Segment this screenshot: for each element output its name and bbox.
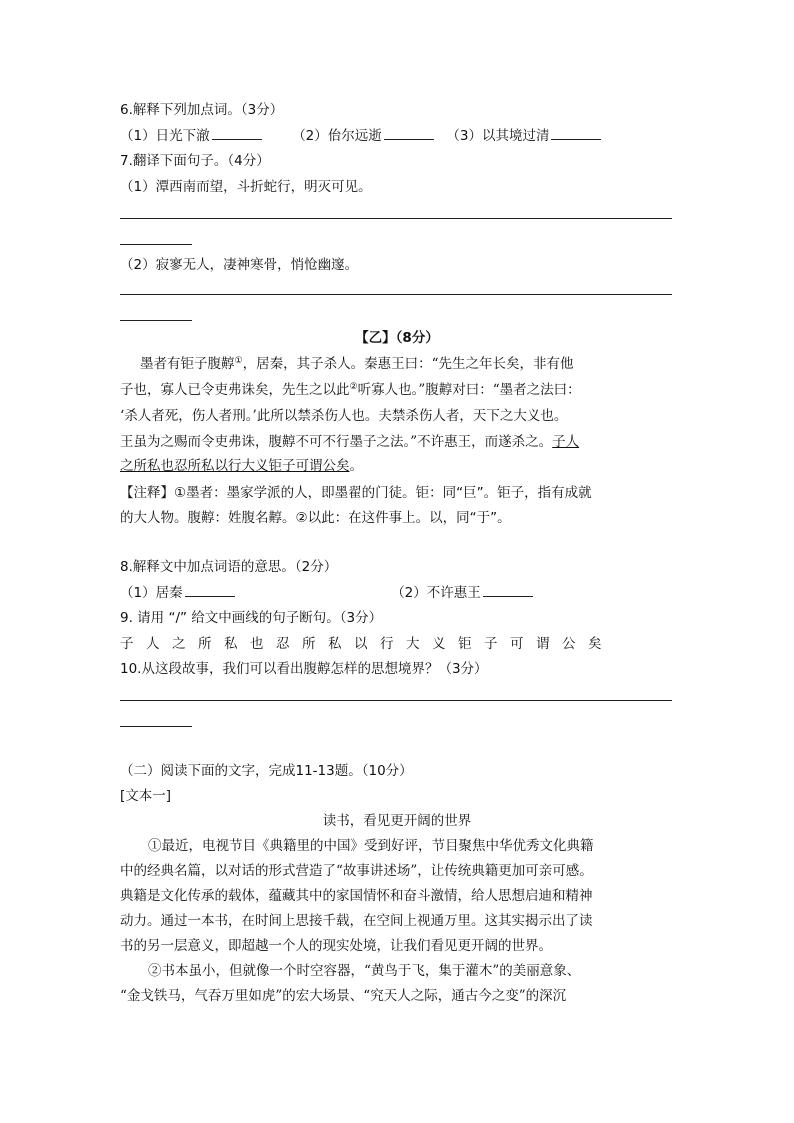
q6-title: 6.解释下列加点词。（3分） bbox=[120, 102, 284, 118]
underlined-sentence: 子人 bbox=[552, 434, 580, 450]
q10-title: 10.从这段故事，我们可以看出腹䵍怎样的思想境界？（3分） bbox=[120, 661, 488, 677]
q8-item-2: （2）不许惠王 bbox=[391, 585, 481, 601]
article-p1-line-1: ①最近，电视节目《典籍里的中国》受到好评，节目聚焦中华优秀文化典籍 bbox=[148, 838, 594, 854]
q8-title: 8.解释文中加点词语的意思。（2分） bbox=[120, 559, 338, 575]
annotation-line-2: 的大人物。腹䵍：姓腹名䵍。②以此：在这件事上。以，同“于”。 bbox=[120, 510, 511, 526]
answer-line[interactable] bbox=[120, 244, 192, 245]
article-p1-line-2: 中的经典名篇，以对话的形式营造了“故事讲述场”，让传统典籍更加可亲可感。 bbox=[120, 863, 593, 879]
article-p2-line-1: ②书本虽小，但就像一个时空容器，“黄鸟于飞，集于灌木”的美丽意象、 bbox=[148, 963, 581, 979]
answer-blank[interactable] bbox=[483, 584, 533, 597]
q7-sentence-1: （1）潭西南而望，斗折蛇行，明灭可见。 bbox=[120, 179, 372, 195]
q6-item-2: （2）佁尔远逝 bbox=[292, 128, 382, 144]
passage-yi-line-4: 王虽为之赐而令吏弗诛，腹䵍不可不行墨子之法。”不许惠王，而遂杀之。子人 bbox=[120, 434, 580, 450]
text-one-label: [文本一] bbox=[120, 788, 172, 804]
answer-line[interactable] bbox=[120, 726, 192, 727]
answer-blank[interactable] bbox=[551, 127, 601, 140]
q8-items bbox=[120, 584, 533, 602]
answer-line[interactable] bbox=[120, 320, 192, 321]
annotation-line-1: 【注释】①墨者：墨家学派的人，即墨翟的门徒。钜：同“巨”。钜子，指有成就 bbox=[120, 485, 592, 501]
q7-title: 7.翻译下面句子。（4分） bbox=[120, 153, 270, 169]
part2-title: （二）阅读下面的文字，完成11-13题。（10分） bbox=[120, 763, 413, 779]
article-title: 读书，看见更开阔的世界 bbox=[322, 813, 472, 829]
passage-yi-line-5: 之所私也忍所私以行大义钜子可谓公矣。 bbox=[120, 458, 363, 474]
q7-sentence-2: （2）寂寥无人，凄神寒骨，悄怆幽邃。 bbox=[120, 257, 359, 273]
answer-line[interactable] bbox=[120, 700, 672, 701]
answer-blank[interactable] bbox=[185, 584, 235, 597]
article-p1-line-4: 动力。通过一本书，在时间上思接千载，在空间上视通万里。这其实揭示出了读 bbox=[120, 913, 593, 929]
q6-item-3: （3）以其境过清 bbox=[446, 128, 550, 144]
passage-yi-heading: 【乙】（8分） bbox=[355, 330, 439, 346]
article-p1-line-3: 典籍是文化传承的载体，蕴藏其中的家国情怀和奋斗激情，给人思想启迪和精神 bbox=[120, 888, 593, 904]
q6-items bbox=[120, 127, 601, 145]
q9-sentence: 子人之所私也忍所私以行大义钜子可谓公矣 bbox=[120, 636, 614, 652]
q9-title: 9. 请用 “/” 给文中画线的句子断句。（3分） bbox=[120, 610, 383, 626]
answer-blank[interactable] bbox=[212, 127, 262, 140]
passage-yi-line-2: 子也，寡人已令吏弗诛矣，先生之以此②听寡人也。”腹䵍对曰：“墨者之法曰： bbox=[120, 382, 581, 398]
answer-blank[interactable] bbox=[384, 127, 434, 140]
passage-yi-line-1: 墨者有钜子腹䵍①，居秦，其子杀人。秦惠王曰：“先生之年长矣，非有他 bbox=[140, 356, 574, 372]
answer-line[interactable] bbox=[120, 218, 672, 219]
article-p1-line-5: 书的另一层意义，即超越一个人的现实处境，让我们看见更开阔的世界。 bbox=[120, 938, 552, 954]
q6-item-1: （1）日光下澈 bbox=[120, 128, 210, 144]
answer-line[interactable] bbox=[120, 294, 672, 295]
article-p2-line-2: “金戈铁马，气吞万里如虎”的宏大场景、“究天人之际，通古今之变”的深沉 bbox=[120, 988, 567, 1004]
footnote-marker: ① bbox=[234, 356, 243, 366]
passage-yi-line-3: ‘杀人者死，伤人者刑。’此所以禁杀伤人也。夫禁杀伤人者，天下之大义也。 bbox=[120, 408, 568, 424]
q8-item-1: （1）居秦 bbox=[120, 585, 183, 601]
underlined-sentence: 之所私也忍所私以行大义钜子可谓公矣 bbox=[120, 458, 350, 474]
footnote-marker: ② bbox=[349, 382, 358, 392]
